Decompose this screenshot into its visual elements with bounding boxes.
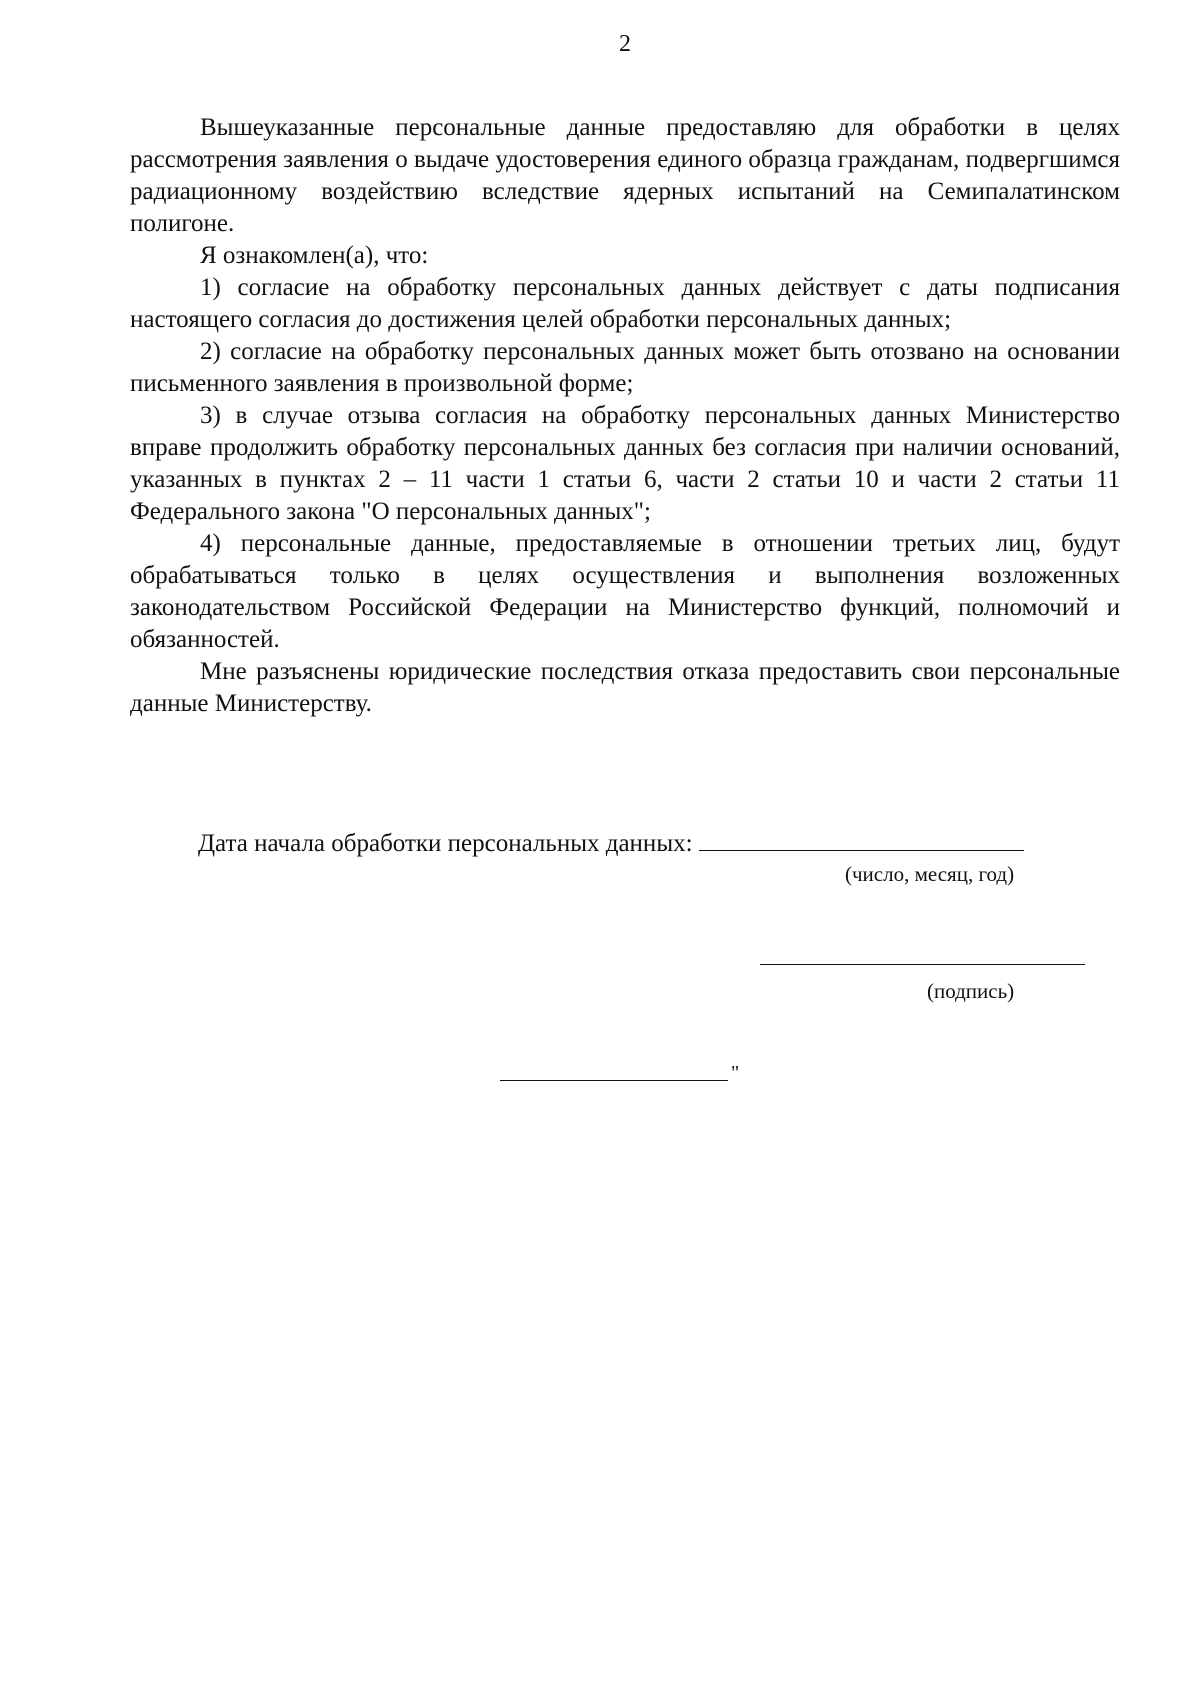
signature-blank bbox=[760, 964, 1085, 965]
paragraph-item-4: 4) персональные данные, предоставляемые в отношении третьих лиц, будут обрабатываться только в целях осуществления и выполнения возложенных законодательством Российской Федерации на Министерство функций, полномочий и обязанностей. bbox=[130, 530, 1120, 653]
paragraph-item-1: 1) согласие на обработку персональных данных действует с даты подписания настоящего согласия до достижения целей обработки персональных данных; bbox=[130, 274, 1120, 333]
date-format-hint: (число, месяц, год) bbox=[845, 862, 1015, 886]
processing-start-date-label: Дата начала обработки персональных данных: bbox=[198, 830, 693, 857]
processing-start-date-blank bbox=[699, 828, 1024, 851]
bottom-quote-mark: " bbox=[731, 1062, 740, 1084]
signature-hint: (подпись) bbox=[927, 979, 1015, 1003]
paragraph-item-2: 2) согласие на обработку персональных данных может быть отозвано на основании письменного заявления в произвольной форме; bbox=[130, 338, 1120, 397]
consent-text bbox=[130, 112, 1120, 720]
paragraph-consequences: Мне разъяснены юридические последствия отказа предоставить свои персональные данные Министерству. bbox=[130, 658, 1120, 717]
bottom-blank-line bbox=[500, 1080, 728, 1081]
processing-start-date-line bbox=[198, 828, 1024, 860]
paragraph-acknowledgement: Я ознакомлен(а), что: bbox=[200, 242, 429, 269]
page-number: 2 bbox=[619, 31, 631, 57]
paragraph-purpose: Вышеуказанные персональные данные предоставляю для обработки в целях рассмотрения заявления о выдаче удостоверения единого образца гражданам, подвергшимся радиационному воздействию вследствие ядерных испытаний на Семипалатинском полигоне. bbox=[130, 114, 1120, 237]
paragraph-item-3: 3) в случае отзыва согласия на обработку персональных данных Министерство вправе продолжить обработку персональных данных без согласия при наличии оснований, указанных в пунктах 2 – 11 части 1 статьи 6, части 2 статьи 10 и части 2 статьи 11 Федерального закона "О персональных данных"; bbox=[130, 402, 1120, 525]
